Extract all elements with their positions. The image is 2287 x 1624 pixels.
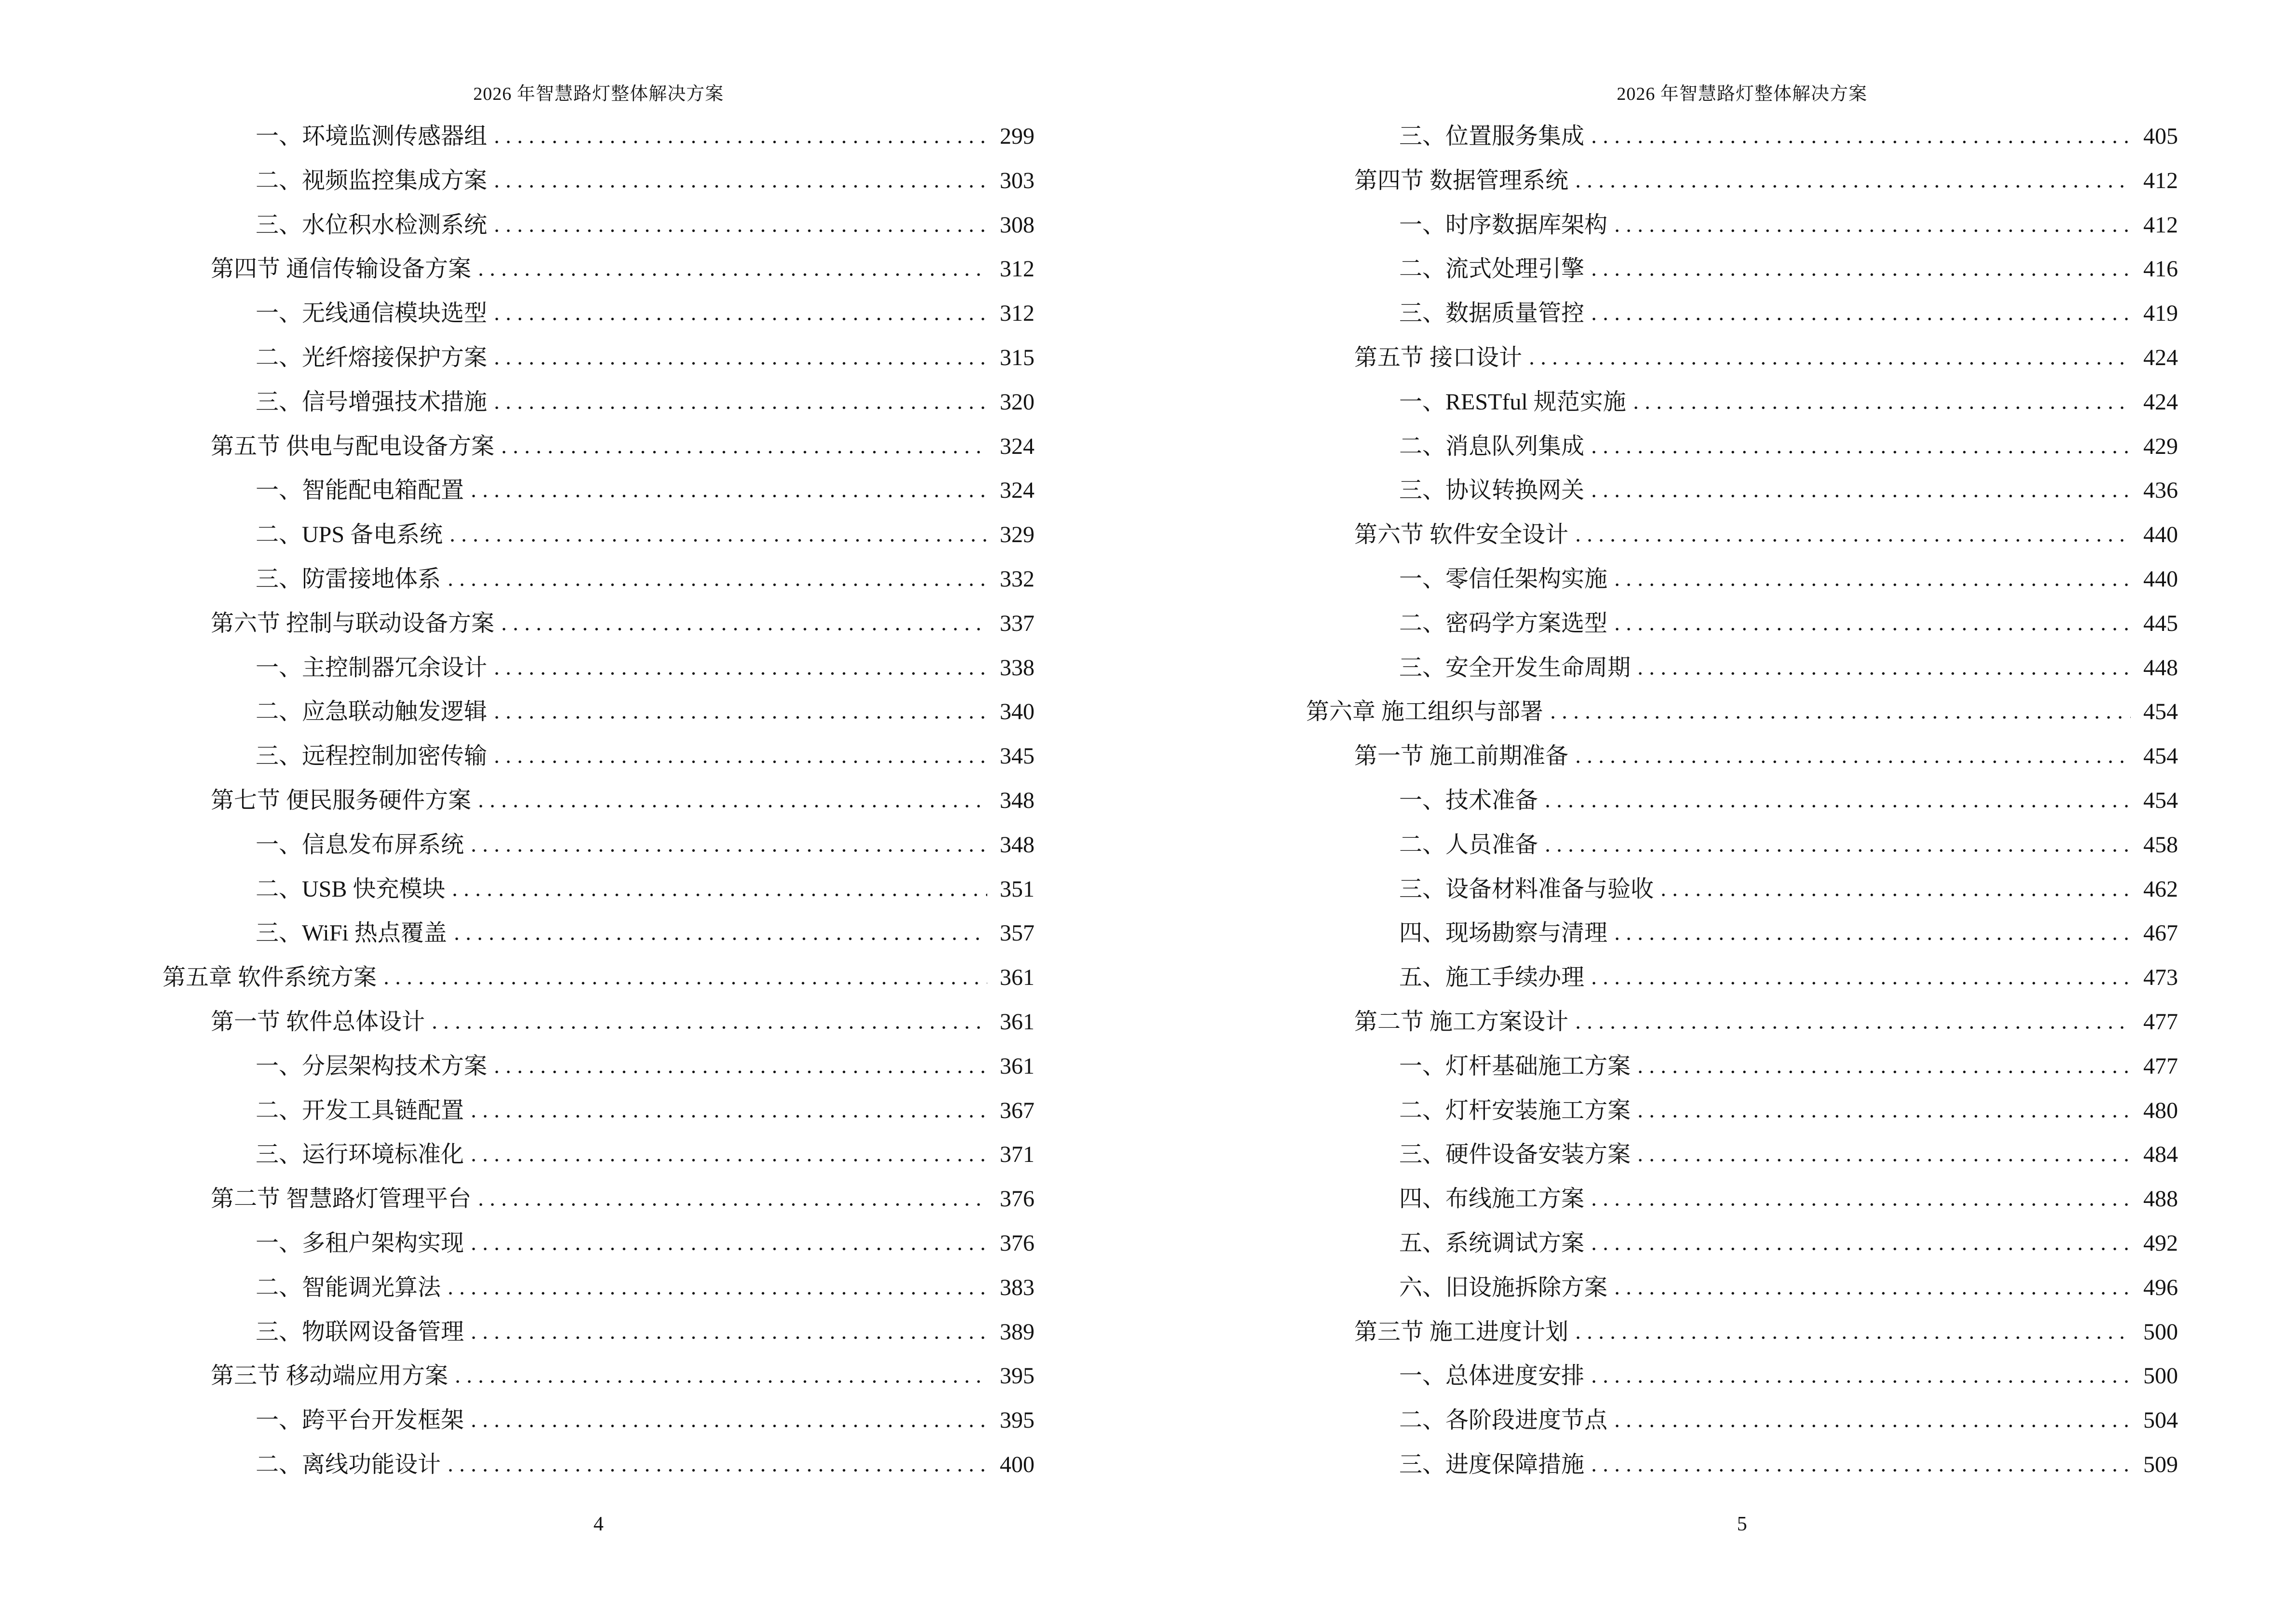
toc-entry-label: 三、物联网设备管理 <box>256 1319 464 1345</box>
toc-entry-page: 348 <box>1000 832 1035 858</box>
dot-leader <box>1592 140 2131 144</box>
toc-entry-label: 三、安全开发生命周期 <box>1399 655 1631 681</box>
toc-entry-page: 454 <box>2143 787 2178 813</box>
toc-entry-label: 三、位置服务集成 <box>1399 123 1585 149</box>
toc-entry <box>1306 1089 2178 1133</box>
dot-leader <box>1661 893 2131 897</box>
toc-entry-label: 二、智能调光算法 <box>256 1274 441 1300</box>
toc-entry-label: 第六节 控制与联动设备方案 <box>211 610 495 636</box>
toc-entry-label: 二、光纤熔接保护方案 <box>256 344 488 370</box>
toc-entry-label: 二、人员准备 <box>1399 832 1538 858</box>
toc-entry-page: 320 <box>1000 389 1035 415</box>
toc-entry-label: 第四节 通信传输设备方案 <box>211 256 472 282</box>
dot-leader <box>1592 494 2131 498</box>
dot-leader <box>472 494 987 498</box>
toc-entry-page: 361 <box>1000 1053 1035 1079</box>
toc-entry-page: 484 <box>2143 1142 2178 1168</box>
toc-entry-label: 第三节 施工进度计划 <box>1354 1319 1569 1345</box>
toc-entry <box>163 690 1035 734</box>
toc-entry-page: 367 <box>1000 1097 1035 1123</box>
dot-leader <box>1592 1247 2131 1251</box>
toc-entry <box>163 1044 1035 1089</box>
page-footer-number: 5 <box>1737 1513 1747 1535</box>
toc-entry <box>163 911 1035 955</box>
toc-entry-page: 329 <box>1000 522 1035 548</box>
toc-entry-page: 480 <box>2143 1097 2178 1123</box>
toc-entry <box>163 734 1035 778</box>
dot-leader <box>1546 849 2131 852</box>
toc-entry-page: 445 <box>2143 610 2178 636</box>
toc-entry-page: 395 <box>1000 1363 1035 1389</box>
toc-entry-page: 477 <box>2143 1009 2178 1035</box>
toc-entry <box>1306 867 2178 912</box>
dot-leader <box>495 760 987 764</box>
toc-entry-label: 第一节 软件总体设计 <box>211 1009 425 1035</box>
toc-entry-page: 324 <box>1000 433 1035 459</box>
toc-entry-label: 二、灯杆安装施工方案 <box>1399 1097 1631 1123</box>
toc-entry-page: 496 <box>2143 1274 2178 1300</box>
toc-entry <box>1306 1398 2178 1443</box>
toc-entry-label: 二、流式处理引擎 <box>1399 256 1585 282</box>
toc-entry-label: 二、开发工具链配置 <box>256 1097 464 1123</box>
toc-entry <box>163 114 1035 159</box>
toc-entry <box>1306 911 2178 955</box>
toc-entry-page: 357 <box>1000 920 1035 946</box>
dot-leader <box>472 1247 987 1251</box>
toc-entry-page: 454 <box>2143 699 2178 725</box>
toc-entry-page: 371 <box>1000 1142 1035 1168</box>
dot-leader <box>495 672 987 675</box>
dot-leader <box>495 140 987 144</box>
dot-leader <box>495 229 987 232</box>
toc-entry-page: 315 <box>1000 344 1035 370</box>
toc-entry <box>163 823 1035 867</box>
toc-entry-label: 二、视频监控集成方案 <box>256 167 488 193</box>
dot-leader <box>502 628 987 631</box>
dot-leader <box>1592 982 2131 985</box>
toc-entry-label: 一、总体进度安排 <box>1399 1363 1585 1389</box>
dot-leader <box>472 1424 987 1428</box>
toc-entry-label: 五、系统调试方案 <box>1399 1230 1585 1256</box>
toc-entry-page: 345 <box>1000 743 1035 769</box>
toc-entry <box>1306 1443 2178 1487</box>
page-footer-number: 4 <box>593 1513 604 1535</box>
toc-entry-page: 337 <box>1000 610 1035 636</box>
toc-entry-label: 二、UPS 备电系统 <box>256 522 443 548</box>
toc-entry <box>163 778 1035 823</box>
toc-entry <box>163 1000 1035 1044</box>
dot-leader <box>1638 1115 2131 1118</box>
dot-leader <box>1592 1203 2131 1206</box>
toc-entry-page: 412 <box>2143 212 2178 238</box>
toc-entry-page: 351 <box>1000 876 1035 902</box>
toc-entry-label: 第七节 便民服务硬件方案 <box>211 787 472 813</box>
toc-entry-page: 361 <box>1000 1009 1035 1035</box>
toc-entry-page: 509 <box>2143 1451 2178 1477</box>
toc-entry-label: 二、离线功能设计 <box>256 1451 441 1477</box>
toc-entry-page: 389 <box>1000 1319 1035 1345</box>
document-page-5 <box>1144 0 2287 1624</box>
toc-entry-label: 一、无线通信模块选型 <box>256 300 488 327</box>
toc-entry <box>1306 1354 2178 1398</box>
toc-entry-label: 一、时序数据库架构 <box>1399 212 1608 238</box>
toc-entry-label: 第二节 施工方案设计 <box>1354 1009 1569 1035</box>
dot-leader <box>433 1026 987 1029</box>
toc-entry <box>163 601 1035 646</box>
toc-entry-label: 三、硬件设备安装方案 <box>1399 1142 1631 1168</box>
dot-leader <box>472 1115 987 1118</box>
toc-entry-label: 第一节 施工前期准备 <box>1354 743 1569 769</box>
toc-entry <box>163 291 1035 336</box>
toc-entry-page: 361 <box>1000 965 1035 991</box>
dot-leader <box>1615 628 2131 631</box>
toc-entry <box>163 468 1035 513</box>
toc-entry <box>1306 203 2178 247</box>
dot-leader <box>453 893 987 897</box>
toc-entry-page: 338 <box>1000 655 1035 681</box>
toc-entry-label: 一、零信任架构实施 <box>1399 566 1608 592</box>
dot-leader <box>456 1380 987 1383</box>
dot-leader <box>495 185 987 188</box>
toc-list <box>1306 114 2178 1487</box>
toc-entry-page: 500 <box>2143 1319 2178 1345</box>
dot-leader <box>1576 539 2131 542</box>
toc-entry <box>163 955 1035 1000</box>
dot-leader <box>1638 1070 2131 1074</box>
dot-leader <box>450 539 987 542</box>
toc-entry-page: 440 <box>2143 566 2178 592</box>
toc-entry-page: 299 <box>1000 123 1035 149</box>
dot-leader <box>1615 1292 2131 1295</box>
toc-entry-label: 三、防雷接地体系 <box>256 566 441 592</box>
toc-entry <box>163 1310 1035 1354</box>
toc-entry <box>163 1443 1035 1487</box>
dot-leader <box>455 937 987 941</box>
toc-entry-page: 448 <box>2143 655 2178 681</box>
toc-entry-page: 308 <box>1000 212 1035 238</box>
toc-entry-label: 第二节 智慧路灯管理平台 <box>211 1186 472 1212</box>
toc-entry <box>163 1354 1035 1398</box>
toc-entry-page: 429 <box>2143 433 2178 459</box>
dot-leader <box>1576 185 2131 188</box>
toc-entry-label: 一、环境监测传感器组 <box>256 123 488 149</box>
toc-entry <box>1306 1266 2178 1310</box>
dot-leader <box>384 982 987 985</box>
toc-entry-label: 一、RESTful 规范实施 <box>1399 389 1626 415</box>
toc-entry <box>163 1266 1035 1310</box>
toc-entry-page: 324 <box>1000 478 1035 504</box>
toc-entry-page: 332 <box>1000 566 1035 592</box>
toc-entry-label: 二、消息队列集成 <box>1399 433 1585 459</box>
dot-leader <box>1615 583 2131 587</box>
toc-entry <box>163 336 1035 380</box>
toc-entry-label: 四、现场勘察与清理 <box>1399 920 1608 946</box>
toc-entry-label: 第四节 数据管理系统 <box>1354 167 1569 193</box>
dot-leader <box>1551 716 2131 719</box>
toc-entry <box>1306 424 2178 469</box>
toc-entry-label: 第六节 软件安全设计 <box>1354 522 1569 548</box>
dot-leader <box>1638 672 2131 675</box>
toc-entry-page: 412 <box>2143 167 2178 193</box>
toc-entry-label: 第五节 供电与配电设备方案 <box>211 433 495 459</box>
toc-entry-page: 488 <box>2143 1186 2178 1212</box>
toc-entry-label: 第三节 移动端应用方案 <box>211 1363 449 1389</box>
toc-entry-label: 三、WiFi 热点覆盖 <box>256 920 447 946</box>
toc-entry-label: 一、主控制器冗余设计 <box>256 655 488 681</box>
toc-entry <box>163 557 1035 601</box>
toc-entry-page: 376 <box>1000 1230 1035 1256</box>
toc-entry <box>1306 114 2178 159</box>
dot-leader <box>1592 1469 2131 1472</box>
dot-leader <box>1592 450 2131 454</box>
page-header-title: 2026 年智慧路灯整体解决方案 <box>1617 84 1867 104</box>
toc-entry <box>1306 336 2178 380</box>
toc-entry-label: 二、密码学方案选型 <box>1399 610 1608 636</box>
toc-entry <box>1306 646 2178 690</box>
toc-entry <box>1306 1133 2178 1177</box>
dot-leader <box>1615 937 2131 941</box>
dot-leader <box>449 583 987 587</box>
toc-entry <box>1306 1000 2178 1044</box>
dot-leader <box>1638 1159 2131 1162</box>
dot-leader <box>1592 1380 2131 1383</box>
toc-entry <box>1306 513 2178 557</box>
toc-entry <box>163 380 1035 424</box>
toc-entry-label: 二、应急联动触发逻辑 <box>256 699 488 725</box>
toc-list <box>163 114 1035 1487</box>
toc-entry <box>163 1133 1035 1177</box>
dot-leader <box>472 1159 987 1162</box>
toc-entry <box>163 1398 1035 1443</box>
toc-entry-page: 395 <box>1000 1407 1035 1433</box>
page-header-title: 2026 年智慧路灯整体解决方案 <box>473 84 724 104</box>
toc-entry-label: 三、运行环境标准化 <box>256 1142 464 1168</box>
toc-entry-label: 二、USB 快充模块 <box>256 876 446 902</box>
toc-entry <box>163 867 1035 912</box>
toc-entry-page: 467 <box>2143 920 2178 946</box>
dot-leader <box>472 849 987 852</box>
toc-entry-page: 492 <box>2143 1230 2178 1256</box>
toc-entry-page: 303 <box>1000 167 1035 193</box>
toc-entry-page: 458 <box>2143 832 2178 858</box>
toc-entry-label: 五、施工手续办理 <box>1399 965 1585 991</box>
toc-entry-page: 462 <box>2143 876 2178 902</box>
dot-leader <box>479 273 987 276</box>
toc-entry <box>1306 468 2178 513</box>
toc-entry-page: 424 <box>2143 344 2178 370</box>
toc-entry-label: 第五章 软件系统方案 <box>163 965 377 991</box>
dot-leader <box>1546 805 2131 808</box>
toc-entry-page: 416 <box>2143 256 2178 282</box>
toc-entry <box>163 424 1035 469</box>
dot-leader <box>1576 760 2131 764</box>
dot-leader <box>495 1070 987 1074</box>
toc-entry-label: 二、各阶段进度节点 <box>1399 1407 1608 1433</box>
toc-entry-page: 340 <box>1000 699 1035 725</box>
dot-leader <box>1530 362 2131 365</box>
toc-entry <box>1306 159 2178 203</box>
dot-leader <box>1576 1336 2131 1339</box>
toc-entry <box>163 1221 1035 1266</box>
toc-entry <box>1306 1310 2178 1354</box>
dot-leader <box>1615 1424 2131 1428</box>
toc-entry-page: 376 <box>1000 1186 1035 1212</box>
toc-entry-page: 454 <box>2143 743 2178 769</box>
toc-entry-page: 312 <box>1000 256 1035 282</box>
toc-entry-label: 一、分层架构技术方案 <box>256 1053 488 1079</box>
dot-leader <box>1576 1026 2131 1029</box>
dot-leader <box>479 805 987 808</box>
toc-entry <box>1306 557 2178 601</box>
toc-entry <box>163 646 1035 690</box>
toc-entry-page: 477 <box>2143 1053 2178 1079</box>
dot-leader <box>1592 273 2131 276</box>
toc-entry <box>163 203 1035 247</box>
dot-leader <box>495 716 987 719</box>
toc-entry <box>1306 1177 2178 1221</box>
toc-entry-page: 405 <box>2143 123 2178 149</box>
toc-entry-label: 四、布线施工方案 <box>1399 1186 1585 1212</box>
dot-leader <box>449 1292 987 1295</box>
toc-entry <box>1306 601 2178 646</box>
dot-leader <box>495 317 987 321</box>
toc-entry-page: 424 <box>2143 389 2178 415</box>
toc-entry-page: 504 <box>2143 1407 2178 1433</box>
toc-entry-page: 500 <box>2143 1363 2178 1389</box>
toc-entry-page: 419 <box>2143 300 2178 327</box>
toc-entry <box>1306 380 2178 424</box>
toc-entry-label: 三、水位积水检测系统 <box>256 212 488 238</box>
dot-leader <box>495 406 987 409</box>
toc-entry-page: 440 <box>2143 522 2178 548</box>
toc-entry <box>1306 734 2178 778</box>
dot-leader <box>1592 317 2131 321</box>
dot-leader <box>479 1203 987 1206</box>
toc-entry-label: 三、信号增强技术措施 <box>256 389 488 415</box>
toc-entry-label: 第五节 接口设计 <box>1354 344 1523 370</box>
toc-entry-label: 三、进度保障措施 <box>1399 1451 1585 1477</box>
toc-entry <box>163 1089 1035 1133</box>
toc-entry-label: 三、协议转换网关 <box>1399 478 1585 504</box>
toc-entry <box>163 247 1035 291</box>
toc-entry-page: 473 <box>2143 965 2178 991</box>
toc-entry-page: 436 <box>2143 478 2178 504</box>
dot-leader <box>1634 406 2131 409</box>
toc-entry-page: 312 <box>1000 300 1035 327</box>
toc-entry-page: 348 <box>1000 787 1035 813</box>
toc-entry <box>1306 690 2178 734</box>
toc-entry <box>1306 1044 2178 1089</box>
dot-leader <box>495 362 987 365</box>
dot-leader <box>1615 229 2131 232</box>
dot-leader <box>502 450 987 454</box>
toc-entry <box>1306 955 2178 1000</box>
dot-leader <box>472 1336 987 1339</box>
toc-entry <box>1306 247 2178 291</box>
toc-entry-label: 一、灯杆基础施工方案 <box>1399 1053 1631 1079</box>
toc-entry <box>1306 1221 2178 1266</box>
toc-entry-label: 一、多租户架构实现 <box>256 1230 464 1256</box>
toc-entry-label: 三、设备材料准备与验收 <box>1399 876 1654 902</box>
toc-entry-page: 383 <box>1000 1274 1035 1300</box>
toc-entry <box>1306 778 2178 823</box>
toc-entry <box>163 513 1035 557</box>
toc-entry <box>1306 291 2178 336</box>
toc-entry-label: 三、远程控制加密传输 <box>256 743 488 769</box>
toc-entry-label: 一、智能配电箱配置 <box>256 478 464 504</box>
toc-entry-label: 一、信息发布屏系统 <box>256 832 464 858</box>
toc-entry <box>1306 823 2178 867</box>
toc-entry-label: 第六章 施工组织与部署 <box>1306 699 1544 725</box>
toc-entry <box>163 159 1035 203</box>
toc-entry-label: 一、技术准备 <box>1399 787 1538 813</box>
toc-entry <box>163 1177 1035 1221</box>
toc-entry-label: 一、跨平台开发框架 <box>256 1407 464 1433</box>
toc-entry-label: 三、数据质量管控 <box>1399 300 1585 327</box>
toc-entry-page: 400 <box>1000 1451 1035 1477</box>
dot-leader <box>449 1469 987 1472</box>
toc-entry-label: 六、旧设施拆除方案 <box>1399 1274 1608 1300</box>
